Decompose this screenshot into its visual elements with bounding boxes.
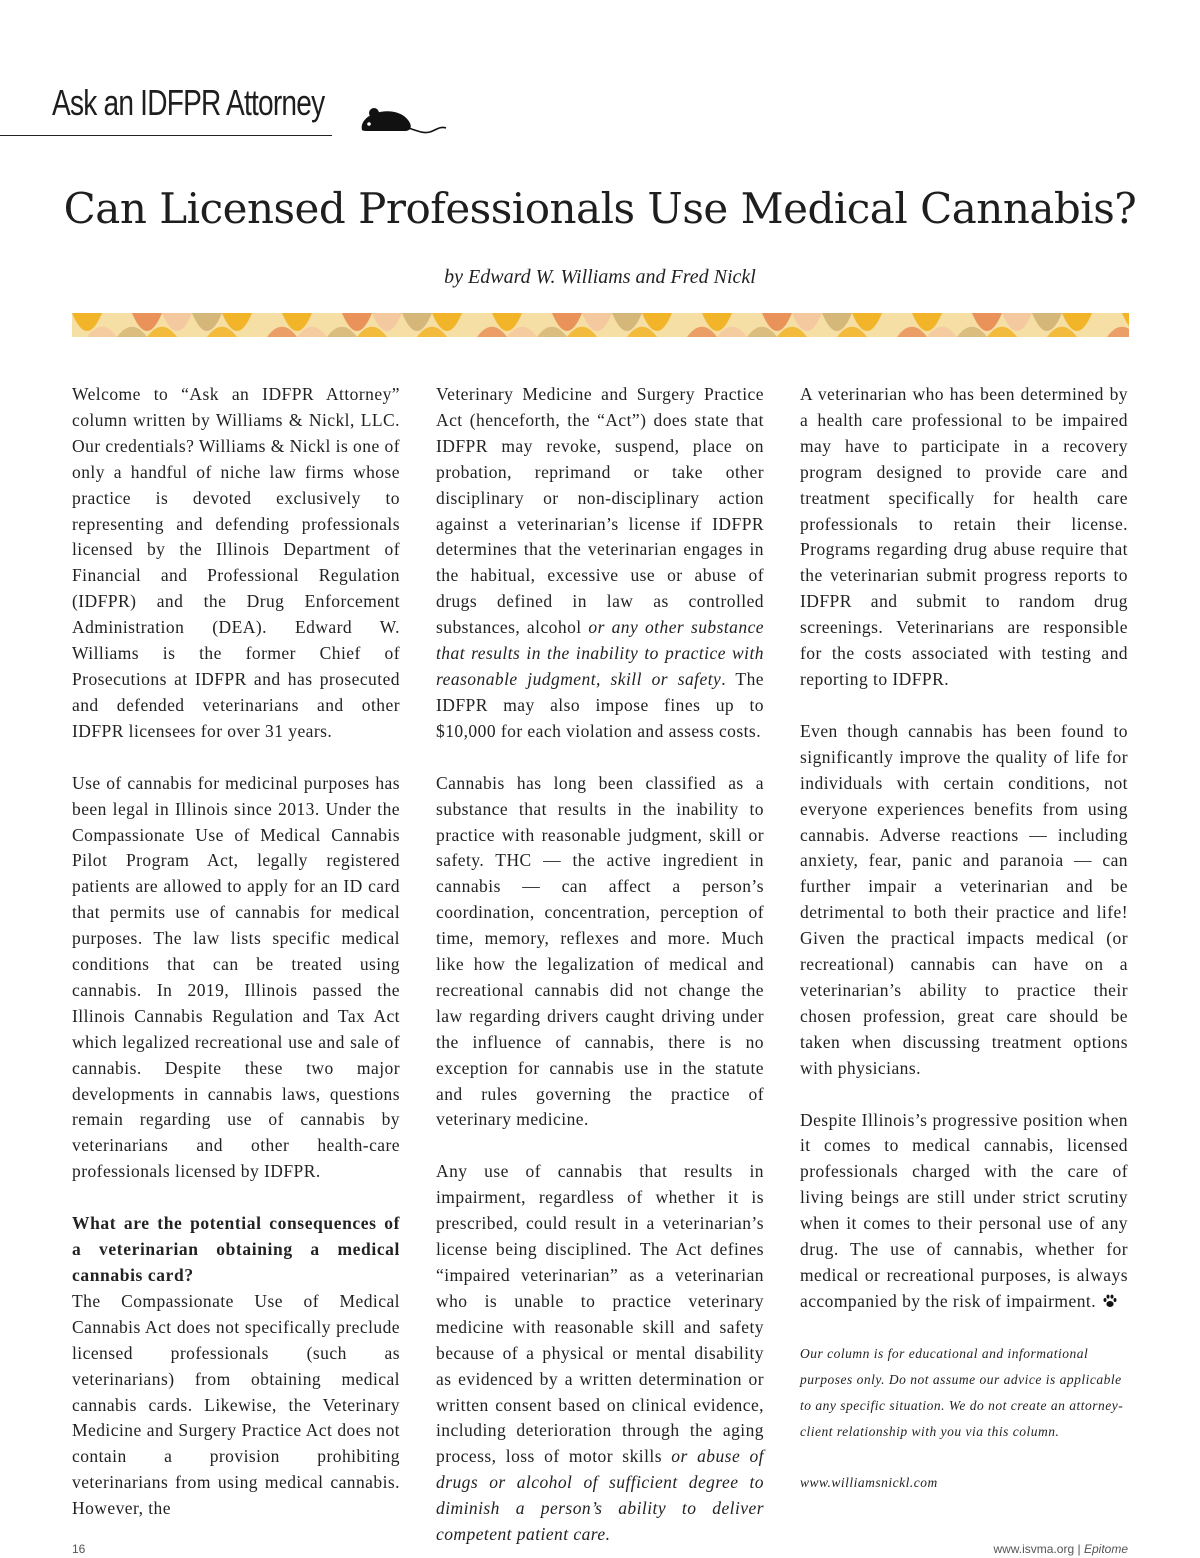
article-byline: by Edward W. Williams and Fred Nickl (444, 266, 756, 288)
paragraph-text: Veterinary Medicine and Surgery Practice Act (henceforth, the “Act”) does state that IDFPR may revoke, suspend, place on probation, reprimand or take other disciplinary or non-disciplinary action against a veterinarian’s license if IDFPR determines that the veterinarian engages in the habitual, excessive use or abuse of drugs defined in law as controlled substances, alcohol (436, 384, 764, 638)
paragraph (436, 382, 764, 745)
paw-icon (1102, 1293, 1118, 1309)
paragraph: Use of cannabis for medicinal purposes has been legal in Illinois since 2013. Under the Compassionate Use of Medical Cannabis Pilot Program Act, legally registered patients are allowed to apply for an ID card that permits use of cannabis for medical purposes. The law lists specific medical conditions that can be treated using cannabis. In 2019, Illinois passed the Illinois Cannabis Regulation and Tax Act which legalized recreational use and sale of cannabis. Despite these two major developments in cannabis laws, questions remain regarding use of cannabis by veterinarians and other health-care professionals licensed by IDFPR. (72, 772, 400, 1182)
disclaimer: Our column is for educational and informational purposes only. Do not assume our advice is applicable to any specific situation. We do not create an attorney-client relationship with you via this column. (800, 1345, 1124, 1439)
paragraph-italic: or any other substance that results in the inability to practice with reasonable judgment, skill or safety (436, 617, 765, 689)
column-2 (436, 382, 764, 1548)
paragraph-text: Any use of cannabis that results in impairment, regardless of whether it is prescribed, could result in a veterinarian’s license being disciplined. The Act defines “impaired veterinarian” as a veterinarian who is unable to practice veterinary medicine with reasonable skill and safety because of a physical or mental disability as evidenced by a written determination or written consent based on clinical evidence, including deterioration through the aging process, loss of motor skills (436, 1161, 764, 1467)
section-header (0, 78, 460, 138)
paragraph (800, 1108, 1128, 1315)
decorative-banner (72, 313, 1129, 337)
page-number: 16 (72, 1542, 86, 1556)
paragraph: Even though cannabis has been found to significantly improve the quality of life for individuals with certain conditions, not everyone experiences benefits from using cannabis. Adverse reactions — including anxiety, fear, panic and paranoia — can further impair a veterinarian and be detrimental to both their practice and life! Given the practical impacts medical (or recreational) cannabis can have on a veterinarian’s ability to practice their chosen profession, great care should be taken when discussing treatment options with physicians. (800, 720, 1128, 1078)
paragraph: The Compassionate Use of Medical Cannabis Act does not specifically preclude licensed professionals (such as veterinarians) from obtaining medical cannabis cards. Likewise, the Veterinary Medicine and Surgery Practice Act does not contain a provision prohibiting veterinarians from using medical cannabis. However, the (72, 1290, 400, 1519)
footer-publication (993, 1542, 1128, 1556)
paragraph (436, 1159, 764, 1548)
article-title: Can Licensed Professionals Use Medical Cannabis? (63, 184, 1137, 233)
section-title: Ask an IDFPR Attorney (52, 82, 325, 123)
footer-separator: | (1077, 1542, 1081, 1556)
section-rule (0, 135, 332, 136)
mouse-icon (356, 104, 448, 136)
paragraph: A veterinarian who has been determined by a health care professional to be impaired may have to participate in a recovery program designed to provide care and treatment specifically for health care professionals to retain their license. Programs regarding drug abuse require that the veterinarian submit progress reports to IDFPR and submit to random drug screenings. Veterinarians are responsible for the costs associated with testing and reporting to IDFPR. (800, 384, 1128, 689)
column-1 (72, 382, 400, 1522)
paragraph: Welcome to “Ask an IDFPR Attorney” column written by Williams & Nickl, LLC. Our credentials? Williams & Nickl is one of only a handful of niche law firms whose practice is devoted exclusively to representing and defending professionals licensed by the Illinois Department of Financial and Professional Regulation (IDFPR) and the Drug Enforcement Administration (DEA). Edward W. Williams is the former Chief of Prosecutions at IDFPR and has prosecuted and defended veterinarians and other IDFPR licensees for over 31 years. (72, 384, 400, 741)
footer-publication-name: Epitome (1083, 1542, 1128, 1556)
website-link[interactable]: www.williamsnickl.com (800, 1475, 938, 1491)
paragraph-text: . The IDFPR may also impose fines up to $10,000 for each violation and assess costs. (436, 668, 764, 741)
paragraph-italic: or abuse of drugs or alcohol of sufficient degree to diminish a person’s ability to deliver competent patient care. (436, 1446, 764, 1545)
paragraph: Cannabis has long been classified as a substance that results in the inability to practice with reasonable judgment, skill or safety. THC — the active ingredient in cannabis — can affect a person’s coordination, concentration, perception of time, memory, reflexes and more. Much like how the legalization of medical and recreational cannabis did not change the law regarding drivers caught driving under the influence of cannabis, there is no exception for cannabis use in the statute and rules governing the practice of veterinary medicine. (436, 772, 764, 1130)
subheading: What are the potential consequences of a veterinarian obtaining a medical cannabis card? (72, 1213, 400, 1285)
column-3 (800, 382, 1128, 1522)
footer-site[interactable]: www.isvma.org (993, 1542, 1075, 1556)
paragraph-text: Despite Illinois’s progressive position when it comes to medical cannabis, licensed professionals charged with the care of living beings are still under strict scrutiny when it comes to their personal use of any drug. The use of cannabis, whether for medical or recreational purposes, is always accompanied by the risk of impairment. (800, 1109, 1128, 1311)
